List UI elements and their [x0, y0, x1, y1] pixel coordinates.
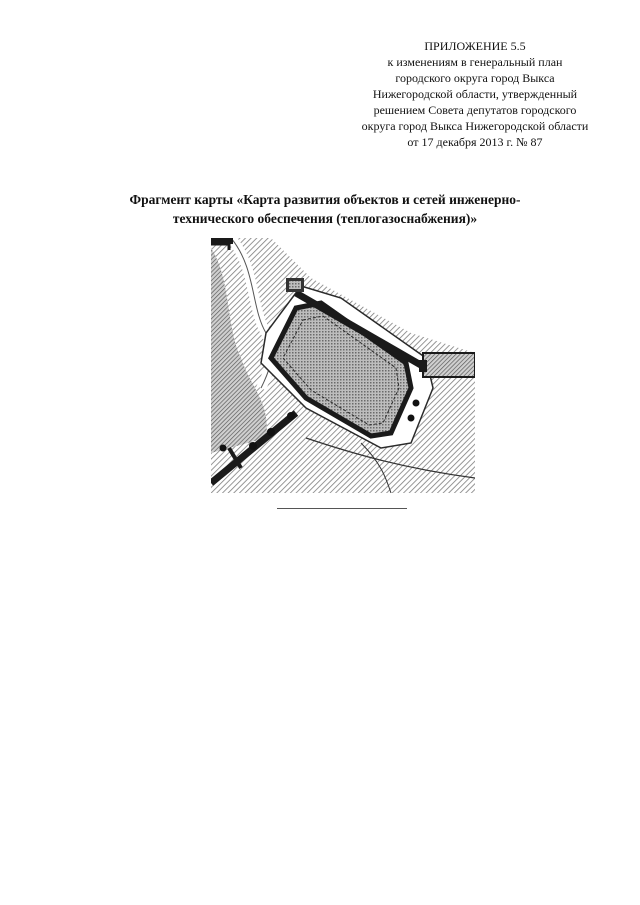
appendix-date: от 17 декабря 2013 г. № 87: [407, 135, 543, 149]
appendix-header: [330, 38, 620, 150]
network-node: [267, 428, 275, 436]
appendix-line-2: к изменениям в генеральный план: [387, 55, 563, 69]
facility-right: [423, 353, 475, 377]
network-node: [287, 412, 295, 420]
title-line-2: технического обеспечения (теплогазоснабжения)»: [172, 211, 478, 226]
appendix-line-3: городского округа город Выкса: [395, 71, 555, 85]
appendix-line-4: Нижегородской области, утвержденный: [372, 87, 578, 101]
appendix-line-5: решением Совета депутатов городского: [373, 103, 577, 117]
end-rule: [277, 508, 407, 509]
network-node: [220, 445, 227, 452]
network-node: [408, 415, 415, 422]
document-title: [40, 190, 610, 228]
network-node: [249, 442, 257, 450]
map-fragment: [211, 238, 475, 493]
appendix-number: ПРИЛОЖЕНИЕ 5.5: [424, 39, 526, 53]
appendix-line-6: округа город Выкса Нижегородской области: [361, 119, 589, 133]
title-line-1: Фрагмент карты «Карта развития объектов и сетей инженерно-: [129, 192, 521, 207]
network-node: [413, 400, 420, 407]
